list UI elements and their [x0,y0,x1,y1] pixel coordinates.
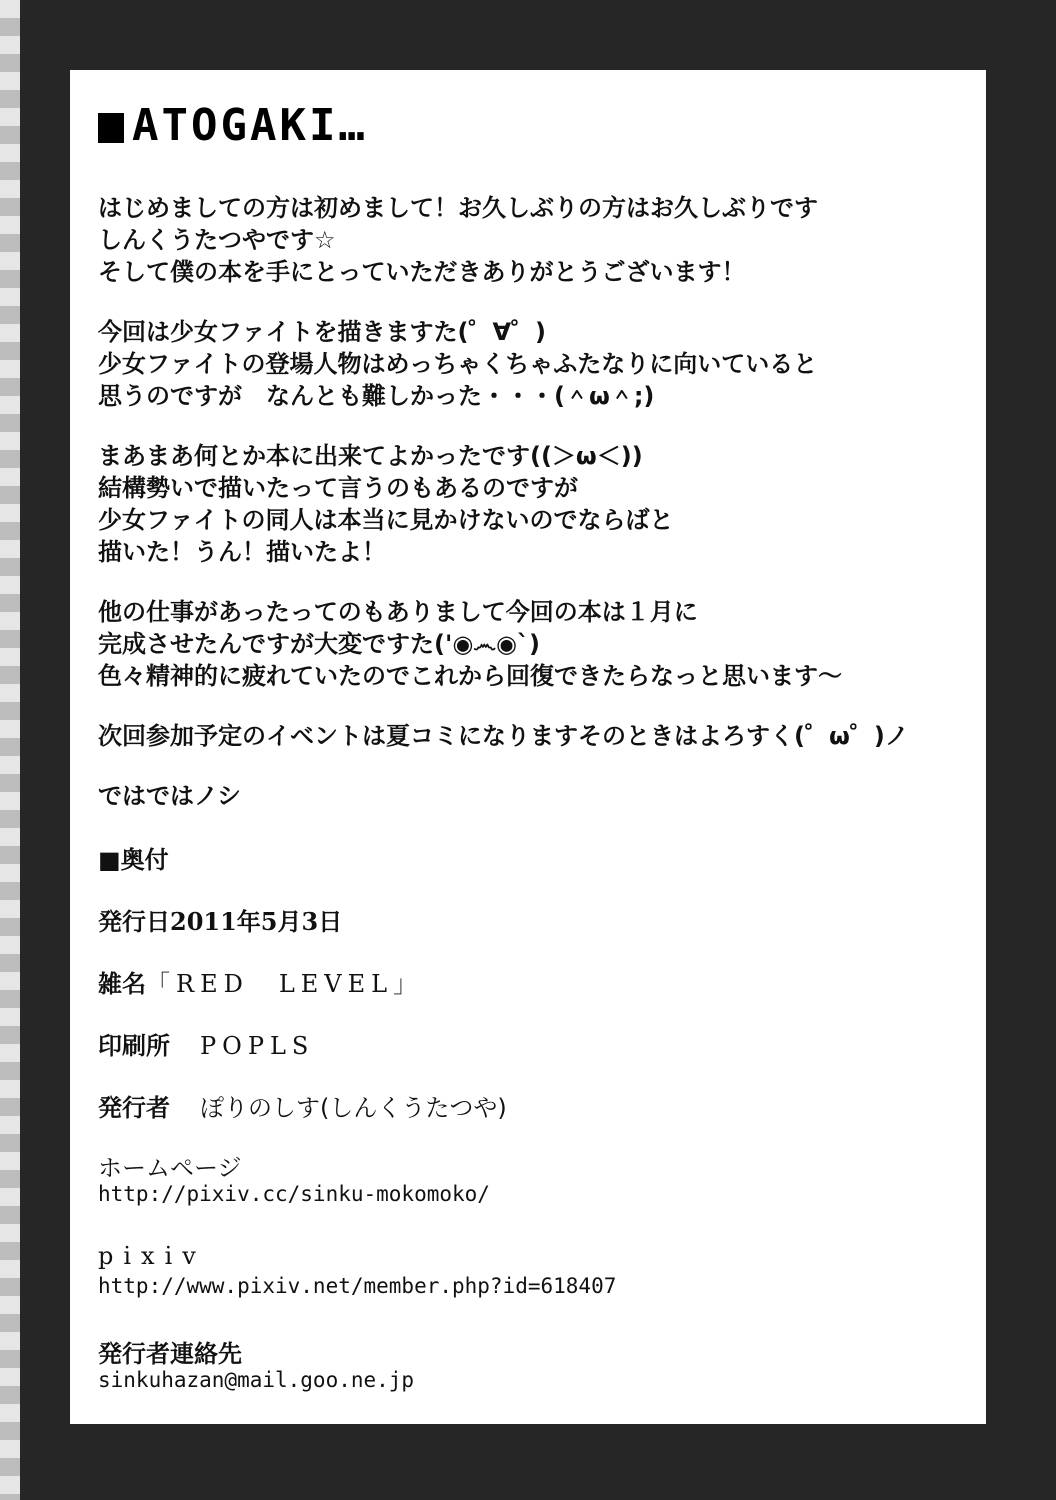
page-title [98,100,368,151]
title-value: 「RED LEVEL」 [146,970,424,998]
contact-label: 発行者連絡先 [98,1340,242,1368]
homepage-label: ホームページ [98,1154,242,1182]
text-line: 描いた！うん！描いたよ！ [98,538,386,566]
title-block-icon [98,113,124,143]
publisher-value: ぽりのしす(しんくうたつや) [200,1094,507,1122]
text-line: 少女ファイトの同人は本当に見かけないのでならばと [98,506,674,534]
publish-date-label: 発行日 [98,908,170,936]
publish-date-row [98,902,342,937]
afterword-panel [70,70,986,1424]
pixiv-link[interactable]: http://www.pixiv.net/member.php?id=618407 [98,1274,617,1298]
afterword-body [98,192,968,840]
paragraph-3 [98,440,968,568]
text-line: 少女ファイトの登場人物はめっちゃくちゃふたなりに向いていると [98,350,818,378]
publish-date-value: 2011年5月3日 [170,907,343,936]
text-line: はじめましての方は初めまして！お久しぶりの方はお久しぶりです [98,194,818,222]
text-line: そして僕の本を手にとっていただきありがとうございます！ [98,258,746,286]
publisher-label: 発行者 [98,1094,170,1122]
paragraph-5 [98,720,968,752]
text-line: 色々精神的に疲れていたのでこれから回復できたらなっと思います～ [98,662,842,690]
pixiv-label: pixiv [98,1242,206,1270]
text-line: 次回参加予定のイベントは夏コミになりますそのときはよろすく(゜ω゜)ノ [98,722,909,750]
colophon-heading: ■奥付 [98,846,169,874]
contact-email[interactable]: sinkuhazan@mail.goo.ne.jp [98,1368,415,1392]
text-line: ではではノシ [98,782,242,810]
paragraph-1 [98,192,968,288]
text-line: しんくうたつやです☆ [98,226,336,254]
printer-label: 印刷所 [98,1032,170,1060]
printer-row [98,1026,314,1061]
text-line: 思うのですが なんとも難しかった・・・(＾ω＾;) [98,382,655,410]
paragraph-4 [98,596,968,692]
text-line: 他の仕事があったってのもありまして今回の本は１月に [98,598,698,626]
text-line: 完成させたんですが大変ですた('◉෴◉`) [98,630,540,658]
text-line: 今回は少女ファイトを描きますた(゜∀゜) [98,318,547,346]
text-line: まあまあ何とか本に出来てよかったです((＞ω＜)) [98,442,643,470]
printer-value: POPLS [200,1032,315,1060]
title-label: 雑名 [98,970,146,998]
text-line: 結構勢いで描いたって言うのもあるのですが [98,474,578,502]
title-row [98,964,423,999]
paragraph-6 [98,780,968,812]
publisher-row [98,1088,507,1123]
page-title-text: ATOGAKI… [132,100,368,151]
paragraph-2 [98,316,968,412]
homepage-link[interactable]: http://pixiv.cc/sinku-mokomoko/ [98,1182,490,1206]
